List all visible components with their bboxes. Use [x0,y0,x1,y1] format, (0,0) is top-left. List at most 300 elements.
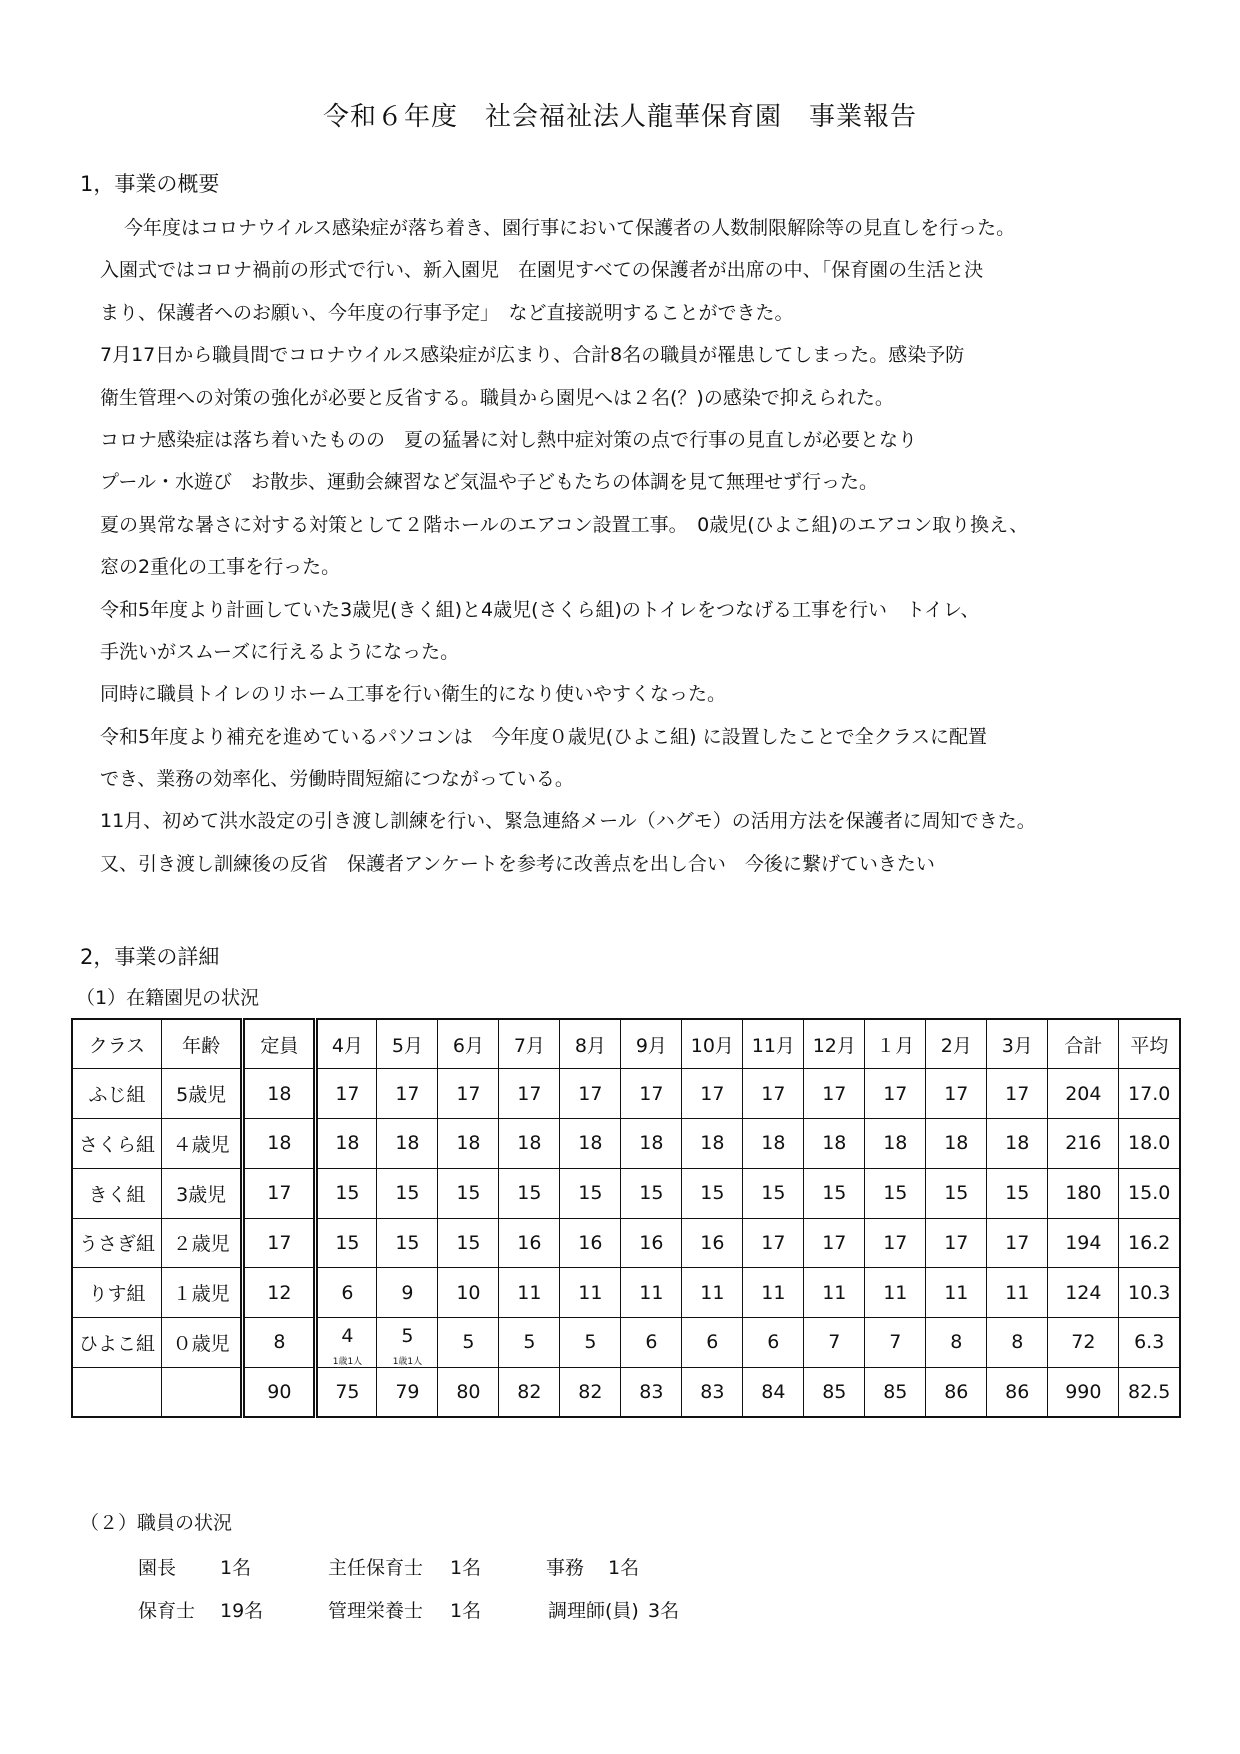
cell-value: 15 [761,1182,786,1205]
cell-value: 11月 [751,1034,795,1057]
cell-value: 18 [395,1132,420,1155]
overview-line: 夏の異常な暑さに対する対策として２階ホールのエアコン設置工事。 0歳児(ひよこ組)のエアコン取り換え、 [100,513,1029,536]
table-cell [243,1119,316,1169]
cell-value: 15 [883,1182,908,1205]
table-cell [621,1218,682,1268]
table-cell [438,1367,499,1417]
staff-count: 19名 [220,1600,264,1622]
staff-subheading: （２）職員の状況 [80,1512,233,1534]
table-cell [865,1367,926,1417]
cell-value: 15 [335,1231,360,1254]
table-cell [1119,1268,1180,1318]
table-cell [743,1367,804,1417]
table-cell [743,1318,804,1368]
table-cell [438,1168,499,1218]
staff-count: 1名 [220,1557,252,1579]
cell-value: 17.0 [1128,1082,1171,1105]
enrollment-table [71,1018,1181,1418]
table-cell [804,1119,865,1169]
table-cell [1048,1218,1119,1268]
table-cell [161,1119,242,1169]
table-header-cell [1119,1019,1180,1069]
table-cell [161,1069,242,1119]
table-cell [1119,1218,1180,1268]
table-header-row [72,1019,1180,1069]
cell-value: 6 [645,1331,658,1354]
table-header-cell [621,1019,682,1069]
cell-value: 17 [700,1082,725,1105]
cell-value: 18 [700,1132,725,1155]
cell-value: 17 [335,1082,360,1105]
cell-value: 17 [395,1082,420,1105]
cell-value: 204 [1065,1082,1102,1105]
overview-line: まり、保護者へのお願い、今年度の行事予定」 など直接説明することができた。 [100,301,794,324]
cell-value: 5月 [391,1034,423,1057]
cell-value: 11 [1005,1281,1030,1304]
table-cell [499,1168,560,1218]
table-cell [438,1119,499,1169]
overview-line: 窓の2重化の工事を行った。 [100,556,341,579]
table-cell [72,1069,161,1119]
cell-value: うさぎ組 [78,1233,155,1256]
cell-value: 11 [761,1281,786,1304]
table-cell [438,1268,499,1318]
cell-value: 15 [517,1182,542,1205]
cell-value: 79 [395,1380,420,1403]
cell-value: １月 [876,1034,915,1057]
overview-line: 7月17日から職員間でコロナウイルス感染症が広まり、合計8名の職員が罹患してしまった。感染予防 [100,344,965,367]
table-header-cell [1048,1019,1119,1069]
table-cell [560,1069,621,1119]
overview-line: 同時に職員トイレのリホーム工事を行い衛生的になり使いやすくなった。 [100,683,727,706]
table-cell [804,1318,865,1368]
table-cell [499,1318,560,1368]
table-row [72,1069,1180,1119]
table-cell [682,1268,743,1318]
cell-value: 5 [401,1325,414,1348]
cell-value: 17 [822,1231,847,1254]
table-header-cell [72,1019,161,1069]
cell-value: 11 [517,1281,542,1304]
table-cell [499,1268,560,1318]
table-row [72,1268,1180,1318]
table-cell [243,1367,316,1417]
table-row [72,1218,1180,1268]
cell-value: 72 [1071,1331,1096,1354]
cell-value: 18 [335,1132,360,1155]
overview-line: 令和5年度より補充を進めているパソコンは 今年度０歳児(ひよこ組) に設置したことで全クラスに配置 [100,725,988,748]
table-cell [926,1168,987,1218]
cell-value: 11 [883,1281,908,1304]
cell-value: 6 [767,1331,780,1354]
cell-value: 17 [944,1231,969,1254]
table-cell [926,1119,987,1169]
cell-note: 1歳1人 [332,1356,363,1367]
table-cell [72,1268,161,1318]
cell-value: 84 [761,1380,786,1403]
table-cell [804,1268,865,1318]
cell-value: 定員 [260,1034,299,1057]
table-cell [499,1069,560,1119]
table-cell [926,1318,987,1368]
cell-value: 5歳児 [176,1084,227,1107]
table-cell [161,1168,242,1218]
enrollment-subheading: （1）在籍園児の状況 [76,987,260,1009]
cell-value: 18 [267,1132,292,1155]
cell-value: 17 [822,1082,847,1105]
table-header-cell [316,1019,377,1069]
cell-value: 86 [944,1380,969,1403]
table-cell [621,1069,682,1119]
table-cell [865,1069,926,1119]
staff-count: 3名 [648,1600,680,1622]
table-cell [243,1268,316,1318]
cell-value: 82 [578,1380,603,1403]
cell-value: 15.0 [1128,1182,1171,1205]
cell-value: 8月 [574,1034,606,1057]
cell-value: 9月 [635,1034,667,1057]
table-cell [316,1119,377,1169]
table-cell [161,1268,242,1318]
staff-role: 管理栄養士 [328,1600,424,1622]
cell-value: 17 [944,1082,969,1105]
overview-line: プール・水遊び お散歩、運動会練習など気温や子どもたちの体調を見て無理せず行った。 [100,471,879,494]
cell-value: 7 [828,1331,841,1354]
overview-line: 手洗いがスムーズに行えるようになった。 [100,640,460,663]
table-cell [682,1218,743,1268]
cell-value: 6.3 [1134,1331,1165,1354]
cell-value: 年齢 [182,1034,221,1057]
table-cell [743,1069,804,1119]
cell-value: 10 [456,1281,481,1304]
cell-value: 80 [456,1380,481,1403]
cell-value: 18 [944,1132,969,1155]
table-cell [72,1218,161,1268]
table-cell [72,1119,161,1169]
table-cell [621,1318,682,1368]
cell-value: 82 [517,1380,542,1403]
cell-value: 15 [822,1182,847,1205]
cell-value: 18.0 [1128,1132,1171,1155]
table-cell [560,1218,621,1268]
cell-value: 83 [700,1380,725,1403]
cell-value: 75 [335,1380,360,1403]
cell-value: 18 [761,1132,786,1155]
table-cell [987,1069,1048,1119]
page-title: 令和６年度 社会福祉法人龍華保育園 事業報告 [322,102,917,132]
table-cell [865,1268,926,1318]
table-cell [499,1119,560,1169]
table-cell [161,1218,242,1268]
table-cell [377,1168,438,1218]
cell-value: 10月 [690,1034,734,1057]
cell-value: 85 [883,1380,908,1403]
table-header-cell [161,1019,242,1069]
cell-value: 12月 [812,1034,856,1057]
table-cell [682,1119,743,1169]
cell-value: 10.3 [1128,1281,1171,1304]
section2-heading: 2，事業の詳細 [80,945,220,969]
table-cell [560,1268,621,1318]
cell-value: 15 [700,1182,725,1205]
staff-count: 1名 [608,1557,640,1579]
cell-value: 82.5 [1128,1380,1171,1403]
table-cell [560,1119,621,1169]
cell-value: 2月 [940,1034,972,1057]
table-cell [377,1367,438,1417]
table-cell [621,1119,682,1169]
table-header-cell [926,1019,987,1069]
cell-value: クラス [88,1034,146,1057]
cell-value: 7 [889,1331,902,1354]
staff-role: 主任保育士 [328,1557,424,1579]
table-row [72,1119,1180,1169]
table-header-cell [865,1019,926,1069]
table-cell [243,1218,316,1268]
table-cell [1048,1367,1119,1417]
cell-value: 15 [1005,1182,1030,1205]
cell-value: 4月 [331,1034,363,1057]
cell-value: 17 [517,1082,542,1105]
table-cell [316,1318,377,1368]
cell-value: ０歳児 [172,1332,230,1355]
staff-count: 1名 [450,1557,482,1579]
cell-value: 11 [700,1281,725,1304]
table-cell [438,1069,499,1119]
table-cell [743,1218,804,1268]
cell-value: 18 [822,1132,847,1155]
cell-value: 平均 [1130,1034,1169,1057]
cell-value: 90 [267,1380,292,1403]
table-cell [682,1168,743,1218]
table-cell [1119,1318,1180,1368]
table-cell [438,1318,499,1368]
table-cell [987,1268,1048,1318]
table-cell [316,1168,377,1218]
staff-role: 事務 [546,1557,585,1579]
table-header-cell [560,1019,621,1069]
table-cell [743,1168,804,1218]
table-cell [499,1367,560,1417]
table-cell [1048,1119,1119,1169]
cell-value: 15 [944,1182,969,1205]
cell-value: 16 [578,1231,603,1254]
table-header-cell [804,1019,865,1069]
cell-value: 194 [1065,1231,1102,1254]
table-cell [987,1218,1048,1268]
staff-role: 保育士 [138,1600,196,1622]
table-cell [316,1218,377,1268]
table-cell [243,1318,316,1368]
overview-line: 令和5年度より計画していた3歳児(きく組)と4歳児(さくら組)のトイレをつなげる工事を行い トイレ、 [100,598,980,621]
cell-value: 17 [578,1082,603,1105]
overview-line: 今年度はコロナウイルス感染症が落ち着き、園行事において保護者の人数制限解除等の見直しを行った。 [124,217,1016,239]
cell-note: 1歳1人 [392,1356,423,1367]
table-cell [1048,1069,1119,1119]
cell-value: 3歳児 [176,1183,227,1206]
table-cell [72,1168,161,1218]
table-cell [682,1069,743,1119]
cell-value: 16 [639,1231,664,1254]
table-cell [804,1218,865,1268]
table-cell [621,1268,682,1318]
staff-role: 調理師(員) [548,1600,639,1622]
table-cell [621,1367,682,1417]
table-cell [560,1367,621,1417]
table-header-cell [438,1019,499,1069]
cell-value: ２歳児 [172,1233,230,1256]
table-cell [243,1069,316,1119]
table-cell [377,1318,438,1368]
cell-value: 3月 [1001,1034,1033,1057]
staff-role: 園長 [138,1557,177,1579]
table-cell [987,1367,1048,1417]
cell-value: 16.2 [1128,1231,1171,1254]
cell-value: 15 [456,1231,481,1254]
cell-value: ふじ組 [88,1084,146,1107]
cell-value: 17 [883,1231,908,1254]
cell-value: 11 [578,1281,603,1304]
cell-value: 216 [1065,1132,1102,1155]
cell-value: 15 [456,1182,481,1205]
table-header-cell [499,1019,560,1069]
table-cell [243,1168,316,1218]
table-cell [804,1168,865,1218]
cell-value: 17 [267,1182,292,1205]
table-header-cell [682,1019,743,1069]
cell-value: 16 [700,1231,725,1254]
table-cell [865,1119,926,1169]
table-cell [377,1268,438,1318]
table-cell [560,1318,621,1368]
table-cell [987,1318,1048,1368]
table-cell [804,1069,865,1119]
cell-value: 17 [1005,1082,1030,1105]
table-cell [560,1168,621,1218]
cell-value: 18 [578,1132,603,1155]
table-cell [377,1119,438,1169]
table-cell [316,1069,377,1119]
table-cell [865,1218,926,1268]
table-cell [865,1168,926,1218]
cell-value: 15 [335,1182,360,1205]
cell-value: ひよこ組 [78,1332,155,1355]
table-cell [804,1367,865,1417]
table-cell [926,1218,987,1268]
cell-value: 6 [706,1331,719,1354]
table-cell [682,1367,743,1417]
table-cell [316,1367,377,1417]
overview-line: コロナ感染症は落ち着いたものの 夏の猛暑に対し熱中症対策の点で行事の見直しが必要となり [100,428,918,451]
cell-value: ４歳児 [172,1133,230,1156]
table-header-cell [987,1019,1048,1069]
cell-value: 83 [639,1380,664,1403]
table-cell [72,1367,161,1417]
table-cell [1119,1168,1180,1218]
cell-value: 11 [944,1281,969,1304]
cell-value: 15 [639,1182,664,1205]
cell-value: 5 [462,1331,475,1354]
cell-value: 17 [883,1082,908,1105]
cell-value: 17 [639,1082,664,1105]
cell-value: 合計 [1064,1034,1103,1057]
table-cell [621,1168,682,1218]
cell-value: 18 [267,1082,292,1105]
cell-value: りす組 [88,1283,146,1306]
cell-value: 18 [883,1132,908,1155]
table-cell [1048,1318,1119,1368]
cell-value: 15 [395,1231,420,1254]
cell-value: さくら組 [78,1133,155,1156]
overview-line: 入園式ではコロナ禍前の形式で行い、新入園児 在園児すべての保護者が出席の中、「保育園の生活と決 [100,259,984,282]
cell-value: 18 [456,1132,481,1155]
cell-value: 9 [401,1281,414,1304]
table-cell [72,1318,161,1368]
table-row [72,1318,1180,1368]
table-header-cell [743,1019,804,1069]
cell-value: 12 [267,1281,292,1304]
table-cell [926,1268,987,1318]
table-cell [438,1218,499,1268]
cell-value: 18 [517,1132,542,1155]
cell-value: 11 [822,1281,847,1304]
table-header-cell [377,1019,438,1069]
table-cell [1119,1069,1180,1119]
cell-value: 15 [578,1182,603,1205]
table-cell [682,1318,743,1368]
table-cell [865,1318,926,1368]
table-cell [316,1268,377,1318]
table-cell [987,1119,1048,1169]
table-cell [499,1218,560,1268]
cell-value: 8 [950,1331,963,1354]
cell-value: 4 [341,1325,354,1348]
cell-value: 180 [1065,1182,1102,1205]
cell-value: 6月 [452,1034,484,1057]
cell-value: 15 [395,1182,420,1205]
table-cell [161,1318,242,1368]
cell-value: 18 [639,1132,664,1155]
overview-line: 11月、初めて洪水設定の引き渡し訓練を行い、緊急連絡メール（ハグモ）の活用方法を保護者に周知できた。 [100,810,1036,833]
table-cell [926,1069,987,1119]
table-cell [987,1168,1048,1218]
cell-value: 17 [761,1231,786,1254]
table-cell [377,1069,438,1119]
cell-value: 17 [761,1082,786,1105]
cell-value: 17 [456,1082,481,1105]
cell-value: 6 [341,1281,354,1304]
table-cell [1048,1268,1119,1318]
overview-line: 又、引き渡し訓練後の反省 保護者アンケートを参考に改善点を出し合い 今後に繋げていきたい [100,852,935,875]
cell-value: 18 [1005,1132,1030,1155]
section1-heading: 1，事業の概要 [80,172,220,196]
cell-value: きく組 [88,1183,146,1206]
table-cell [1048,1168,1119,1218]
table-cell [1119,1367,1180,1417]
cell-value: 17 [1005,1231,1030,1254]
cell-value: 11 [639,1281,664,1304]
cell-value: 86 [1005,1380,1030,1403]
cell-value: 124 [1065,1281,1102,1304]
overview-line: 衛生管理への対策の強化が必要と反省する。職員から園児へは２名(？)の感染で抑えられた。 [100,386,894,409]
staff-count: 1名 [450,1600,482,1622]
table-cell [1119,1119,1180,1169]
cell-value: 990 [1065,1380,1102,1403]
cell-value: 16 [517,1231,542,1254]
table-cell [743,1119,804,1169]
cell-value: 5 [523,1331,536,1354]
cell-value: 85 [822,1380,847,1403]
